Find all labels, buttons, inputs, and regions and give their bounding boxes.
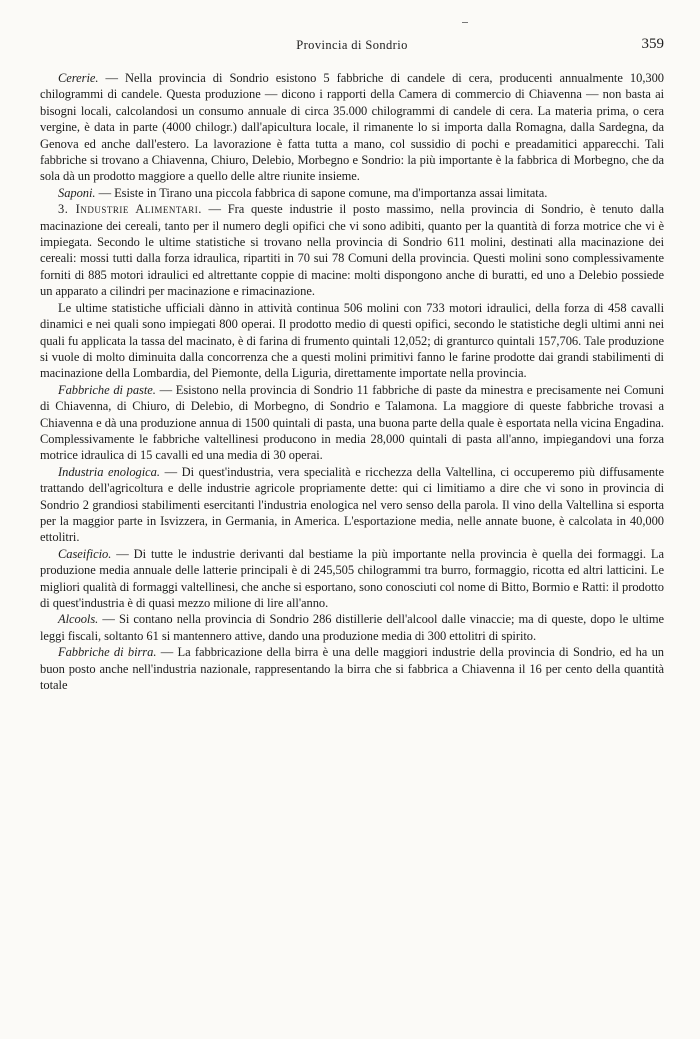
- paragraph-text: — Nella provincia di Sondrio esistono 5 fabbriche di candele di cera, producenti annualmente 10,300 chilogrammi di candele. Questa produzione — dicono i rapporti della Camera di commercio di Chiavenna — non basta ai bisogni locali, calcolandosi un consumo annuale di circa 35.000 chilogrammi di candele di cera. La materia prima, o cera vergine, è data in parte (4000 chilogr.) dall'apicultura locale, il rimanente lo si importa dalla Romagna, dalla Sardegna, da Genova ed anche dall'estero. La lavorazione è fatta tutta a mano, col sussidio di pochi e preadamitici apparecchi. Tali fabbriche si trovano a Chiavenna, Chiuro, Delebio, Morbegno e Sondrio: la più importante è la fabbrica di Morbegno, che da sola dà un prodotto maggiore a quello delle altre riunite insieme.: [40, 71, 664, 184]
- paragraph: [40, 70, 664, 185]
- paragraph-text: — Esistono nella provincia di Sondrio 11 fabbriche di paste da minestra e precisamente nei Comuni di Chiavenna, di Chiuro, di Delebio, di Morbegno, di Sondrio e Talamona. La maggiore di queste fabbriche trovasi a Chiavenna e dà una produzione annua di 1500 quintali di pasta, una buona parte della quale è esportata nella vicina Engadina. Complessivamente le fabbriche valtellinesi producono in media 28,000 quintali di pasta all'anno, impiegandovi una forza motrice idraulica di 15 cavalli ed una media di 30 operai.: [40, 382, 664, 463]
- page-number: 359: [641, 36, 664, 52]
- paragraph-text: — Esiste in Tirano una piccola fabbrica di sapone comune, ma d'importanza assai limitata.: [95, 185, 548, 200]
- paragraph: [40, 644, 664, 693]
- paragraph: [40, 611, 664, 644]
- paragraph-text: — Di tutte le industrie derivanti dal bestiame la più importante nella provincia è quella dei formaggi. La produzione media annuale delle latterie principali è di 245,505 chilogrammi tra burro, formaggio, ricotta ed altri latticini. Le migliori qualità di formaggi valtellinesi, che anche si esportano, sono conosciuti col nome di Bitto, Bormio e Ratti: il prodotto di quest'industria è di quasi mezzo milione di lire all'anno.: [40, 546, 664, 610]
- paragraph-lead: Fabbriche di birra.: [58, 645, 157, 660]
- paragraph-lead: Caseificio.: [58, 546, 112, 561]
- paragraph-text: — Si contano nella provincia di Sondrio 286 distillerie dell'alcool dalle vinaccie; ma di queste, dopo le ultime leggi fiscali, soltanto 61 si mantennero attive, dando una produzione media di 300 ettolitri di spirito.: [40, 612, 664, 643]
- printer-mark: [462, 22, 468, 23]
- paragraph: [40, 201, 664, 299]
- paragraph-lead: Alcools.: [58, 612, 99, 627]
- paragraph-lead: 3. Industrie Alimentari.: [58, 202, 202, 217]
- paragraph: [40, 185, 664, 201]
- paragraph: [40, 546, 664, 612]
- paragraph-text: — Di quest'industria, vera specialità e ricchezza della Valtellina, ci occuperemo più diffusamente trattando dell'agricoltura e delle industrie agricole propriamente dette: qui ci limitiamo a dire che vi sono in provincia di Sondrio 2 grandiosi stabilimenti esercitanti l'industria enologica nel vero senso della parola. Il vino della Valtellina si esporta per la maggior parte in Isvizzera, in Germania, in America. L'esportazione media, nelle annate buone, è calcolata in 40,000 ettolitri.: [40, 464, 664, 545]
- paragraph: [40, 382, 664, 464]
- paragraph-text: — La fabbricazione della birra è una delle maggiori industrie della provincia di Sondrio, ed ha un buon posto anche nell'industria nazionale, rappresentando la birra che si fabbrica a Chiavenna il 16 per cento della quantità totale: [40, 645, 664, 693]
- running-title: Provincia di Sondrio: [296, 38, 408, 52]
- paragraph-text: — Fra queste industrie il posto massimo, nella provincia di Sondrio, è tenuto dalla macinazione dei cereali, tanto per il numero degli opifici che vi sono adibiti, quanto per la quantità di forza motrice che vi è impiegata. Secondo le ultime statistiche si trovano nella provincia di Sondrio 611 molini, destinati alla macinazione dei cereali: mossi tutti dalla forza idraulica, ripartiti in 70 sui 78 Comuni della provincia. Questi molini sono complessivamente forniti di 885 motori idraulici ed altrettante coppie di macine: molti dispongono anche di buratti, ed uno a Delebio possiede un apparato a cilindri per macinazione e rimacinazione.: [40, 202, 664, 299]
- page-header: [40, 36, 664, 56]
- paragraph-lead: Fabbriche di paste.: [58, 382, 156, 397]
- paragraph-lead: Cererie.: [58, 71, 99, 85]
- paragraph: [40, 300, 664, 382]
- paragraph-lead: Saponi.: [58, 185, 96, 200]
- paragraph: [40, 464, 664, 546]
- paragraph-text: Le ultime statistiche ufficiali dànno in attività continua 506 molini con 733 motori idraulici, della forza di 458 cavalli dinamici e nei quali sono impiegati 800 operai. Il prodotto medio di questi opifici, secondo le statistiche degli ultimi anni nei quali fu applicata la tassa del macinato, è di farina di frumento quintali 12,052; di granturco quintali 157,706. Tale produzione si vuole di molto diminuita dalla concorrenza che a questi molini primitivi fanno le farine prodotte dai grandi stabilimenti di macinazione della Lombardia, del Piemonte, della Liguria, direttamente importate nella provincia.: [40, 300, 664, 381]
- paragraph-lead: Industria enologica.: [58, 464, 160, 479]
- page-body: [40, 70, 664, 693]
